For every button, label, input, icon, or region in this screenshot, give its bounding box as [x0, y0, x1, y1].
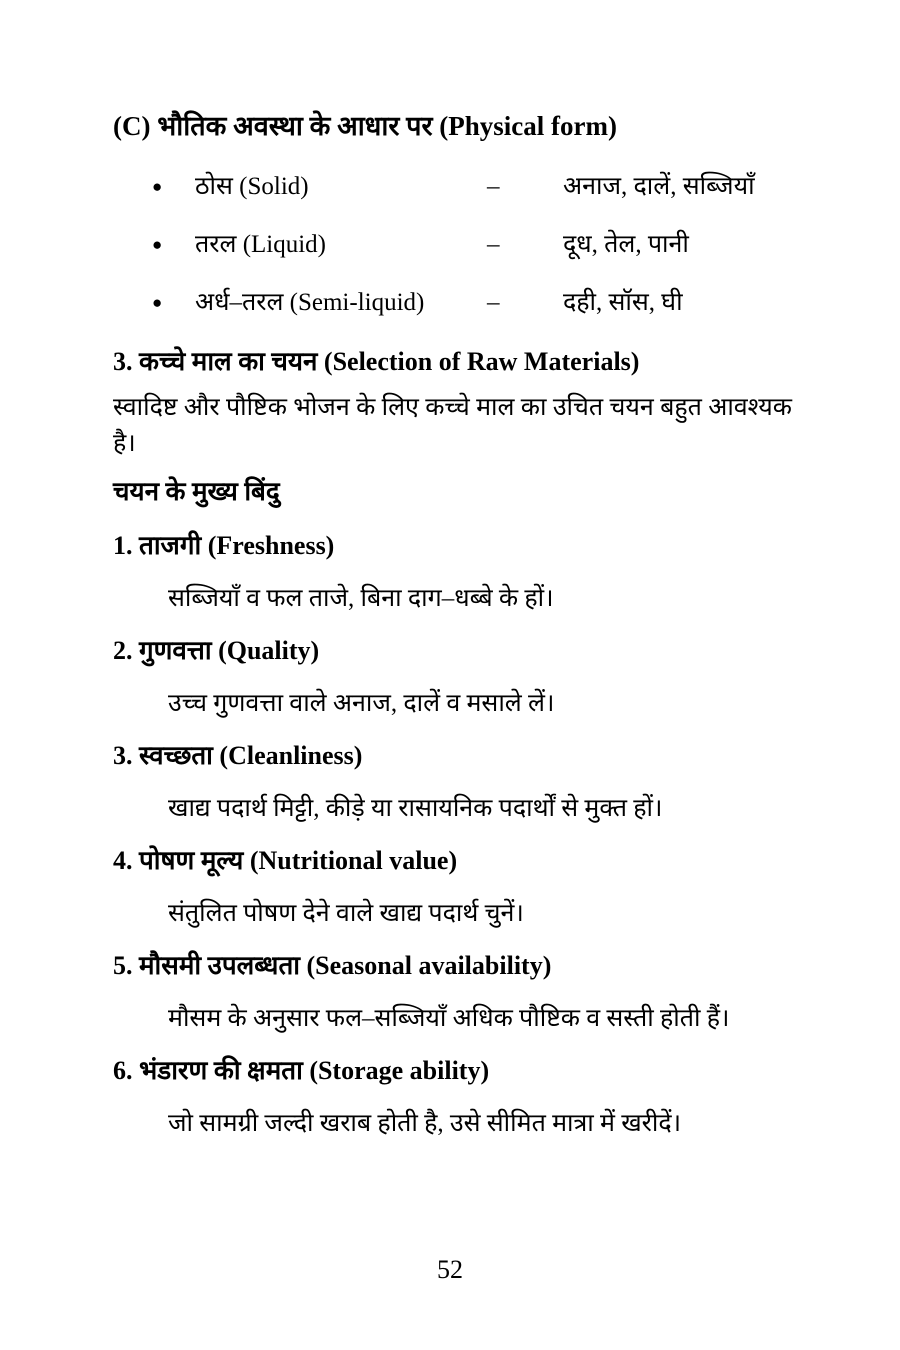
point-body: सब्जियाँ व फल ताजे, बिना दाग–धब्बे के हों। — [168, 585, 554, 612]
point-number: 5. — [113, 951, 133, 980]
point-title-english: (Freshness) — [207, 531, 335, 560]
point-title-hindi: ताजगी — [139, 531, 202, 560]
section-3-number: 3. — [113, 347, 133, 376]
dash-separator: – — [487, 231, 500, 258]
section-3-paragraph: स्वादिष्ट और पौष्टिक भोजन के लिए कच्चे माल का उचित चयन बहुत आवश्यक है। — [113, 394, 792, 457]
point-title-english: (Seasonal availability) — [306, 951, 552, 980]
list-item-examples: अनाज, दालें, सब्जियाँ — [563, 173, 755, 200]
point-title-hindi: मौसमी उपलब्धता — [139, 951, 300, 980]
term-hindi: अर्ध–तरल — [195, 289, 284, 316]
list-item — [152, 230, 792, 260]
point-heading — [113, 740, 792, 772]
point-title-english: (Storage ability) — [309, 1056, 490, 1085]
list-item-examples: दही, सॉस, घी — [563, 289, 683, 316]
point-heading — [113, 845, 792, 877]
point-title-hindi: स्वच्छता — [139, 741, 213, 770]
point-number: 3. — [113, 741, 133, 770]
term-english: (Liquid) — [242, 231, 327, 258]
section-3-heading-hindi: कच्चे माल का चयन — [139, 347, 318, 376]
point-heading — [113, 635, 792, 667]
point-body: मौसम के अनुसार फल–सब्जियाँ अधिक पौष्टिक व सस्ती होती हैं। — [168, 1005, 730, 1032]
section-c-heading-english: (Physical form) — [439, 111, 617, 141]
selection-points-subheading: चयन के मुख्य बिंदु — [113, 477, 280, 506]
point-number: 2. — [113, 636, 133, 665]
section-3-heading — [113, 346, 792, 378]
section-3-heading-english: (Selection of Raw Materials) — [323, 347, 640, 376]
point-title-hindi: पोषण मूल्य — [139, 846, 244, 875]
list-item-term — [195, 172, 487, 202]
bullet-icon: ● — [152, 235, 163, 254]
point-title-hindi: भंडारण की क्षमता — [139, 1056, 303, 1085]
list-item-term — [195, 230, 487, 260]
term-english: (Solid) — [239, 173, 309, 200]
point-title-english: (Cleanliness) — [219, 741, 363, 770]
list-item-term — [195, 288, 487, 318]
point-body: खाद्य पदार्थ मिट्टी, कीड़े या रासायनिक पदार्थों से मुक्त हों। — [168, 795, 663, 822]
list-item-examples: दूध, तेल, पानी — [563, 231, 689, 258]
bullet-icon: ● — [152, 177, 163, 196]
section-c-heading — [113, 110, 792, 142]
section-c-heading-hindi: भौतिक अवस्था के आधार पर — [157, 111, 433, 141]
page-number: 52 — [437, 1255, 463, 1284]
point-number: 4. — [113, 846, 133, 875]
point-body: संतुलित पोषण देने वाले खाद्य पदार्थ चुनें। — [168, 900, 524, 927]
point-title-english: (Nutritional value) — [249, 846, 458, 875]
point-title-hindi: गुणवत्ता — [139, 636, 212, 665]
section-c-prefix: (C) — [113, 111, 151, 141]
term-hindi: तरल — [195, 231, 237, 258]
dash-separator: – — [487, 173, 500, 200]
bullet-icon: ● — [152, 293, 163, 312]
point-title-english: (Quality) — [218, 636, 320, 665]
point-heading — [113, 1055, 792, 1087]
point-number: 6. — [113, 1056, 133, 1085]
point-number: 1. — [113, 531, 133, 560]
selection-points-list — [113, 530, 792, 1141]
term-english: (Semi-liquid) — [289, 289, 425, 316]
list-item — [152, 288, 792, 318]
dash-separator: – — [487, 289, 500, 316]
point-heading — [113, 950, 792, 982]
point-heading — [113, 530, 792, 562]
point-body: उच्च गुणवत्ता वाले अनाज, दालें व मसाले लें। — [168, 690, 555, 717]
physical-form-list — [152, 172, 792, 318]
list-item — [152, 172, 792, 202]
point-body: जो सामग्री जल्दी खराब होती है, उसे सीमित मात्रा में खरीदें। — [168, 1110, 682, 1137]
term-hindi: ठोस — [195, 173, 233, 200]
